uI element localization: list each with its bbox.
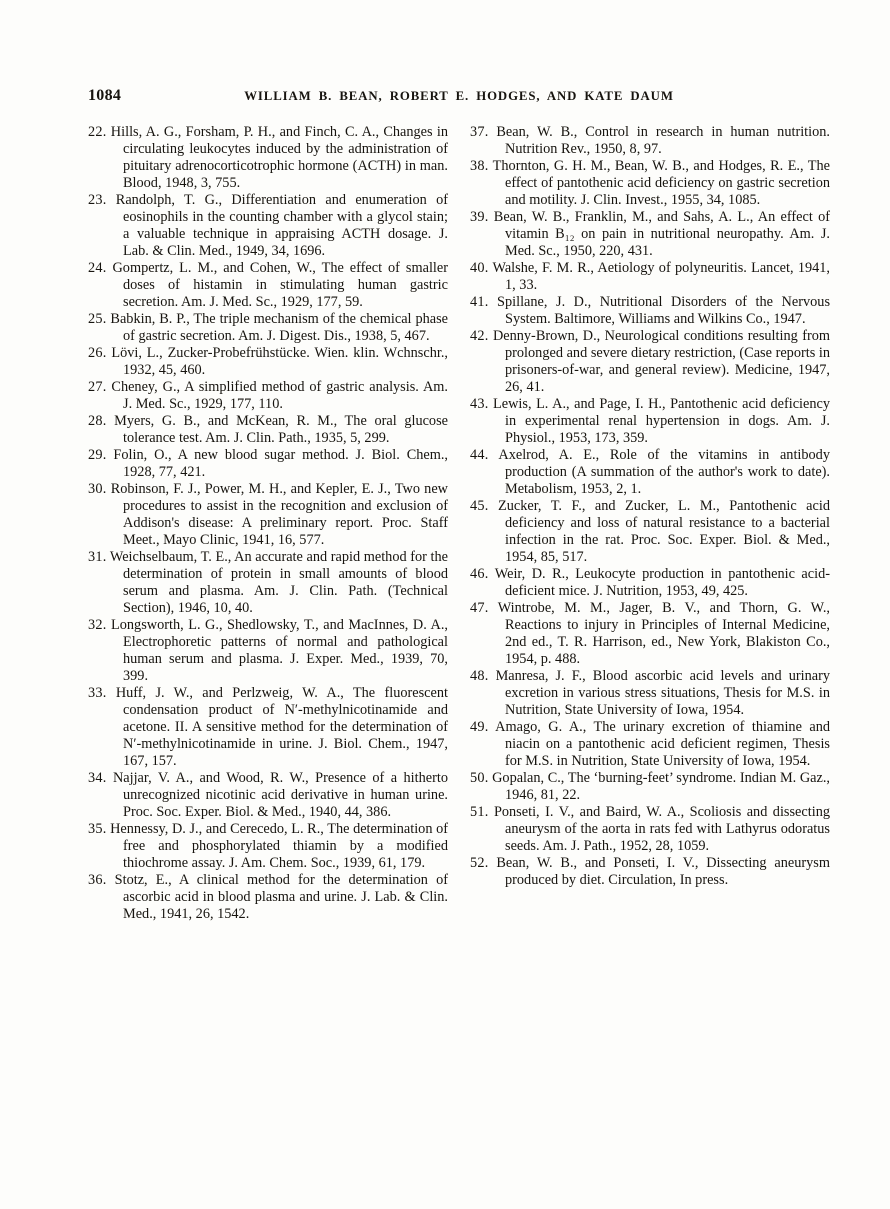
reference-item	[88, 770, 448, 821]
reference-text: Hills, A. G., Forsham, P. H., and Finch, C. A., Changes in circulating leukocytes induced by the administration of pituitary adrenocorticotrophic hormone (ACTH) in man. Blood, 1948, 3, 755.	[110, 124, 448, 191]
reference-text: Axelrod, A. E., Role of the vitamins in antibody production (A summation of the author's work to date). Metabolism, 1953, 2, 1.	[498, 447, 830, 497]
reference-text: Stotz, E., A clinical method for the determination of ascorbic acid in blood plasma and urine. J. Lab. & Clin. Med., 1941, 26, 1542.	[114, 872, 448, 922]
reference-item	[470, 566, 830, 600]
reference-text: Denny-Brown, D., Neurological conditions resulting from prolonged and severe dietary restriction, (Case reports in prisoners-of-war, and general review). Medicine, 1947, 26, 41.	[492, 328, 830, 395]
reference-number: 29.	[88, 447, 107, 463]
reference-number: 50.	[470, 770, 489, 786]
reference-text: Lewis, L. A., and Page, I. H., Pantothenic acid deficiency in experimental renal hypertension in dogs. Am. J. Physiol., 1953, 173, 359.	[493, 396, 830, 446]
reference-item	[88, 379, 448, 413]
reference-text: Lövi, L., Zucker-Probefrühstücke. Wien. klin. Wchnschr., 1932, 45, 460.	[111, 345, 448, 378]
page-number: 1084	[88, 87, 122, 104]
reference-item	[470, 158, 830, 209]
reference-item	[470, 855, 830, 889]
reference-text: Gompertz, L. M., and Cohen, W., The effect of smaller doses of histamin in stimulating human gastric secretion. Am. J. Med. Sc., 1929, 177, 59.	[112, 260, 448, 310]
reference-item	[88, 617, 448, 685]
reference-item	[470, 719, 830, 770]
reference-number: 37.	[470, 124, 489, 140]
references-right-column	[470, 124, 830, 923]
reference-number: 31.	[88, 549, 107, 565]
reference-number: 27.	[88, 379, 107, 395]
reference-item	[470, 396, 830, 447]
reference-number: 25.	[88, 311, 107, 327]
reference-item	[88, 685, 448, 770]
reference-text: Walshe, F. M. R., Aetiology of polyneuritis. Lancet, 1941, 1, 33.	[492, 260, 830, 293]
reference-item	[88, 413, 448, 447]
reference-item	[88, 821, 448, 872]
reference-text: Robinson, F. J., Power, M. H., and Kepler, E. J., Two new procedures to assist in the recognition and exclusion of Addison's disease: A preliminary report. Proc. Staff Meet., Mayo Clinic, 1941, 16, 577.	[110, 481, 448, 548]
reference-text: Zucker, T. F., and Zucker, L. M., Pantothenic acid deficiency and loss of natural resistance to a bacterial infection in the rat. Proc. Soc. Exper. Biol. & Med., 1954, 85, 517.	[497, 498, 830, 565]
reference-text: Bean, W. B., and Ponseti, I. V., Dissecting aneurysm produced by diet. Circulation, In press.	[496, 855, 830, 888]
reference-item	[88, 549, 448, 617]
reference-text: Thornton, G. H. M., Bean, W. B., and Hodges, R. E., The effect of pantothenic acid deficiency on gastric secretion and motility. J. Clin. Invest., 1955, 34, 1085.	[492, 158, 830, 208]
reference-text: Babkin, B. P., The triple mechanism of the chemical phase of gastric secretion. Am. J. Digest. Dis., 1938, 5, 467.	[110, 311, 448, 344]
reference-number: 41.	[470, 294, 489, 310]
reference-text: Bean, W. B., Control in research in human nutrition. Nutrition Rev., 1950, 8, 97.	[496, 124, 831, 157]
reference-item	[470, 124, 830, 158]
reference-number: 52.	[470, 855, 489, 871]
reference-number: 44.	[470, 447, 489, 463]
reference-number: 24.	[88, 260, 107, 276]
reference-text: Huff, J. W., and Perlzweig, W. A., The fluorescent condensation product of N′-methylnicotinamide and acetone. II. A sensitive method for the determination of N′-methylnicotinamide in urine. J. Biol. Chem., 1947, 167, 157.	[115, 685, 448, 769]
reference-text: Amago, G. A., The urinary excretion of thiamine and niacin on a pantothenic acid deficient regimen, Thesis for M.S. in Nutrition, State University of Iowa, 1954.	[495, 719, 830, 769]
reference-number: 33.	[88, 685, 107, 701]
reference-item	[470, 447, 830, 498]
reference-item	[88, 260, 448, 311]
reference-text: Weichselbaum, T. E., An accurate and rapid method for the determination of protein in small amounts of blood serum and plasma. Am. J. Clin. Path. (Technical Section), 1946, 10, 40.	[109, 549, 449, 616]
page-header	[88, 87, 830, 107]
reference-item	[470, 668, 830, 719]
reference-number: 30.	[88, 481, 107, 497]
reference-item	[470, 328, 830, 396]
reference-item	[88, 872, 448, 923]
reference-text: Hennessy, D. J., and Cerecedo, L. R., The determination of free and phosphorylated thiamin by a modified thiochrome assay. J. Am. Chem. Soc., 1939, 61, 179.	[110, 821, 448, 871]
reference-number: 42.	[470, 328, 489, 344]
reference-text: Longsworth, L. G., Shedlowsky, T., and MacInnes, D. A., Electrophoretic patterns of normal and pathological human serum and plasma. J. Exper. Med., 1939, 70, 399.	[111, 617, 448, 684]
reference-number: 45.	[470, 498, 489, 514]
references-left-column	[88, 124, 448, 923]
reference-text: Gopalan, C., The ‘burning-feet’ syndrome. Indian M. Gaz., 1946, 81, 22.	[492, 770, 830, 803]
reference-number: 38.	[470, 158, 489, 174]
reference-text: Najjar, V. A., and Wood, R. W., Presence of a hitherto unrecognized nicotinic acid derivative in human urine. Proc. Soc. Exper. Biol. & Med., 1940, 44, 386.	[112, 770, 448, 820]
reference-number: 48.	[470, 668, 489, 684]
reference-item	[88, 311, 448, 345]
reference-text: Wintrobe, M. M., Jager, B. V., and Thorn, G. W., Reactions to injury in Principles of Internal Medicine, 2nd ed., T. R. Harrison, ed., New York, Blakiston Co., 1954, p. 488.	[497, 600, 830, 667]
reference-text: Folin, O., A new blood sugar method. J. Biol. Chem., 1928, 77, 421.	[113, 447, 449, 480]
reference-number: 35.	[88, 821, 107, 837]
reference-item	[470, 294, 830, 328]
reference-number: 34.	[88, 770, 107, 786]
reference-item	[88, 345, 448, 379]
reference-item	[88, 447, 448, 481]
reference-number: 28.	[88, 413, 107, 429]
reference-number: 49.	[470, 719, 489, 735]
reference-number: 32.	[88, 617, 107, 633]
reference-item	[470, 770, 830, 804]
reference-item	[470, 498, 830, 566]
reference-text: Ponseti, I. V., and Baird, W. A., Scoliosis and dissecting aneurysm of the aorta in rats fed with Lathyrus odoratus seeds. Am. J. Path., 1952, 28, 1059.	[493, 804, 830, 854]
reference-number: 40.	[470, 260, 489, 276]
reference-text: Manresa, J. F., Blood ascorbic acid levels and urinary excretion in various stress situations, Thesis for M.S. in Nutrition, State University of Iowa, 1954.	[495, 668, 830, 718]
reference-text: Randolph, T. G., Differentiation and enumeration of eosinophils in the counting chamber with a glycol stain; a valuable technique in appraising ACTH dosage. J. Lab. & Clin. Med., 1949, 34, 1696.	[115, 192, 448, 259]
reference-text: Spillane, J. D., Nutritional Disorders of the Nervous System. Baltimore, Williams and Wilkins Co., 1947.	[497, 294, 831, 327]
reference-item	[470, 804, 830, 855]
reference-number: 51.	[470, 804, 489, 820]
reference-item	[470, 260, 830, 294]
reference-item	[470, 600, 830, 668]
reference-text: Weir, D. R., Leukocyte production in pantothenic acid-deficient mice. J. Nutrition, 1953, 49, 425.	[494, 566, 830, 599]
reference-item	[88, 192, 448, 260]
reference-item	[88, 481, 448, 549]
running-title: WILLIAM B. BEAN, ROBERT E. HODGES, AND KATE DAUM	[244, 89, 674, 103]
reference-text: Bean, W. B., Franklin, M., and Sahs, A. L., An effect of vitamin B₁₂ on pain in nutritional neuropathy. Am. J. Med. Sc., 1950, 220, 431.	[493, 209, 831, 259]
reference-text: Myers, G. B., and McKean, R. M., The oral glucose tolerance test. Am. J. Clin. Path., 1935, 5, 299.	[114, 413, 448, 446]
reference-number: 43.	[470, 396, 489, 412]
reference-number: 47.	[470, 600, 489, 616]
reference-number: 23.	[88, 192, 107, 208]
reference-number: 39.	[470, 209, 489, 225]
reference-item	[88, 124, 448, 192]
reference-number: 46.	[470, 566, 489, 582]
reference-text: Cheney, G., A simplified method of gastric analysis. Am. J. Med. Sc., 1929, 177, 110.	[111, 379, 449, 412]
reference-number: 22.	[88, 124, 107, 140]
reference-number: 36.	[88, 872, 107, 888]
reference-number: 26.	[88, 345, 107, 361]
references-section	[88, 124, 830, 923]
reference-item	[470, 209, 830, 260]
